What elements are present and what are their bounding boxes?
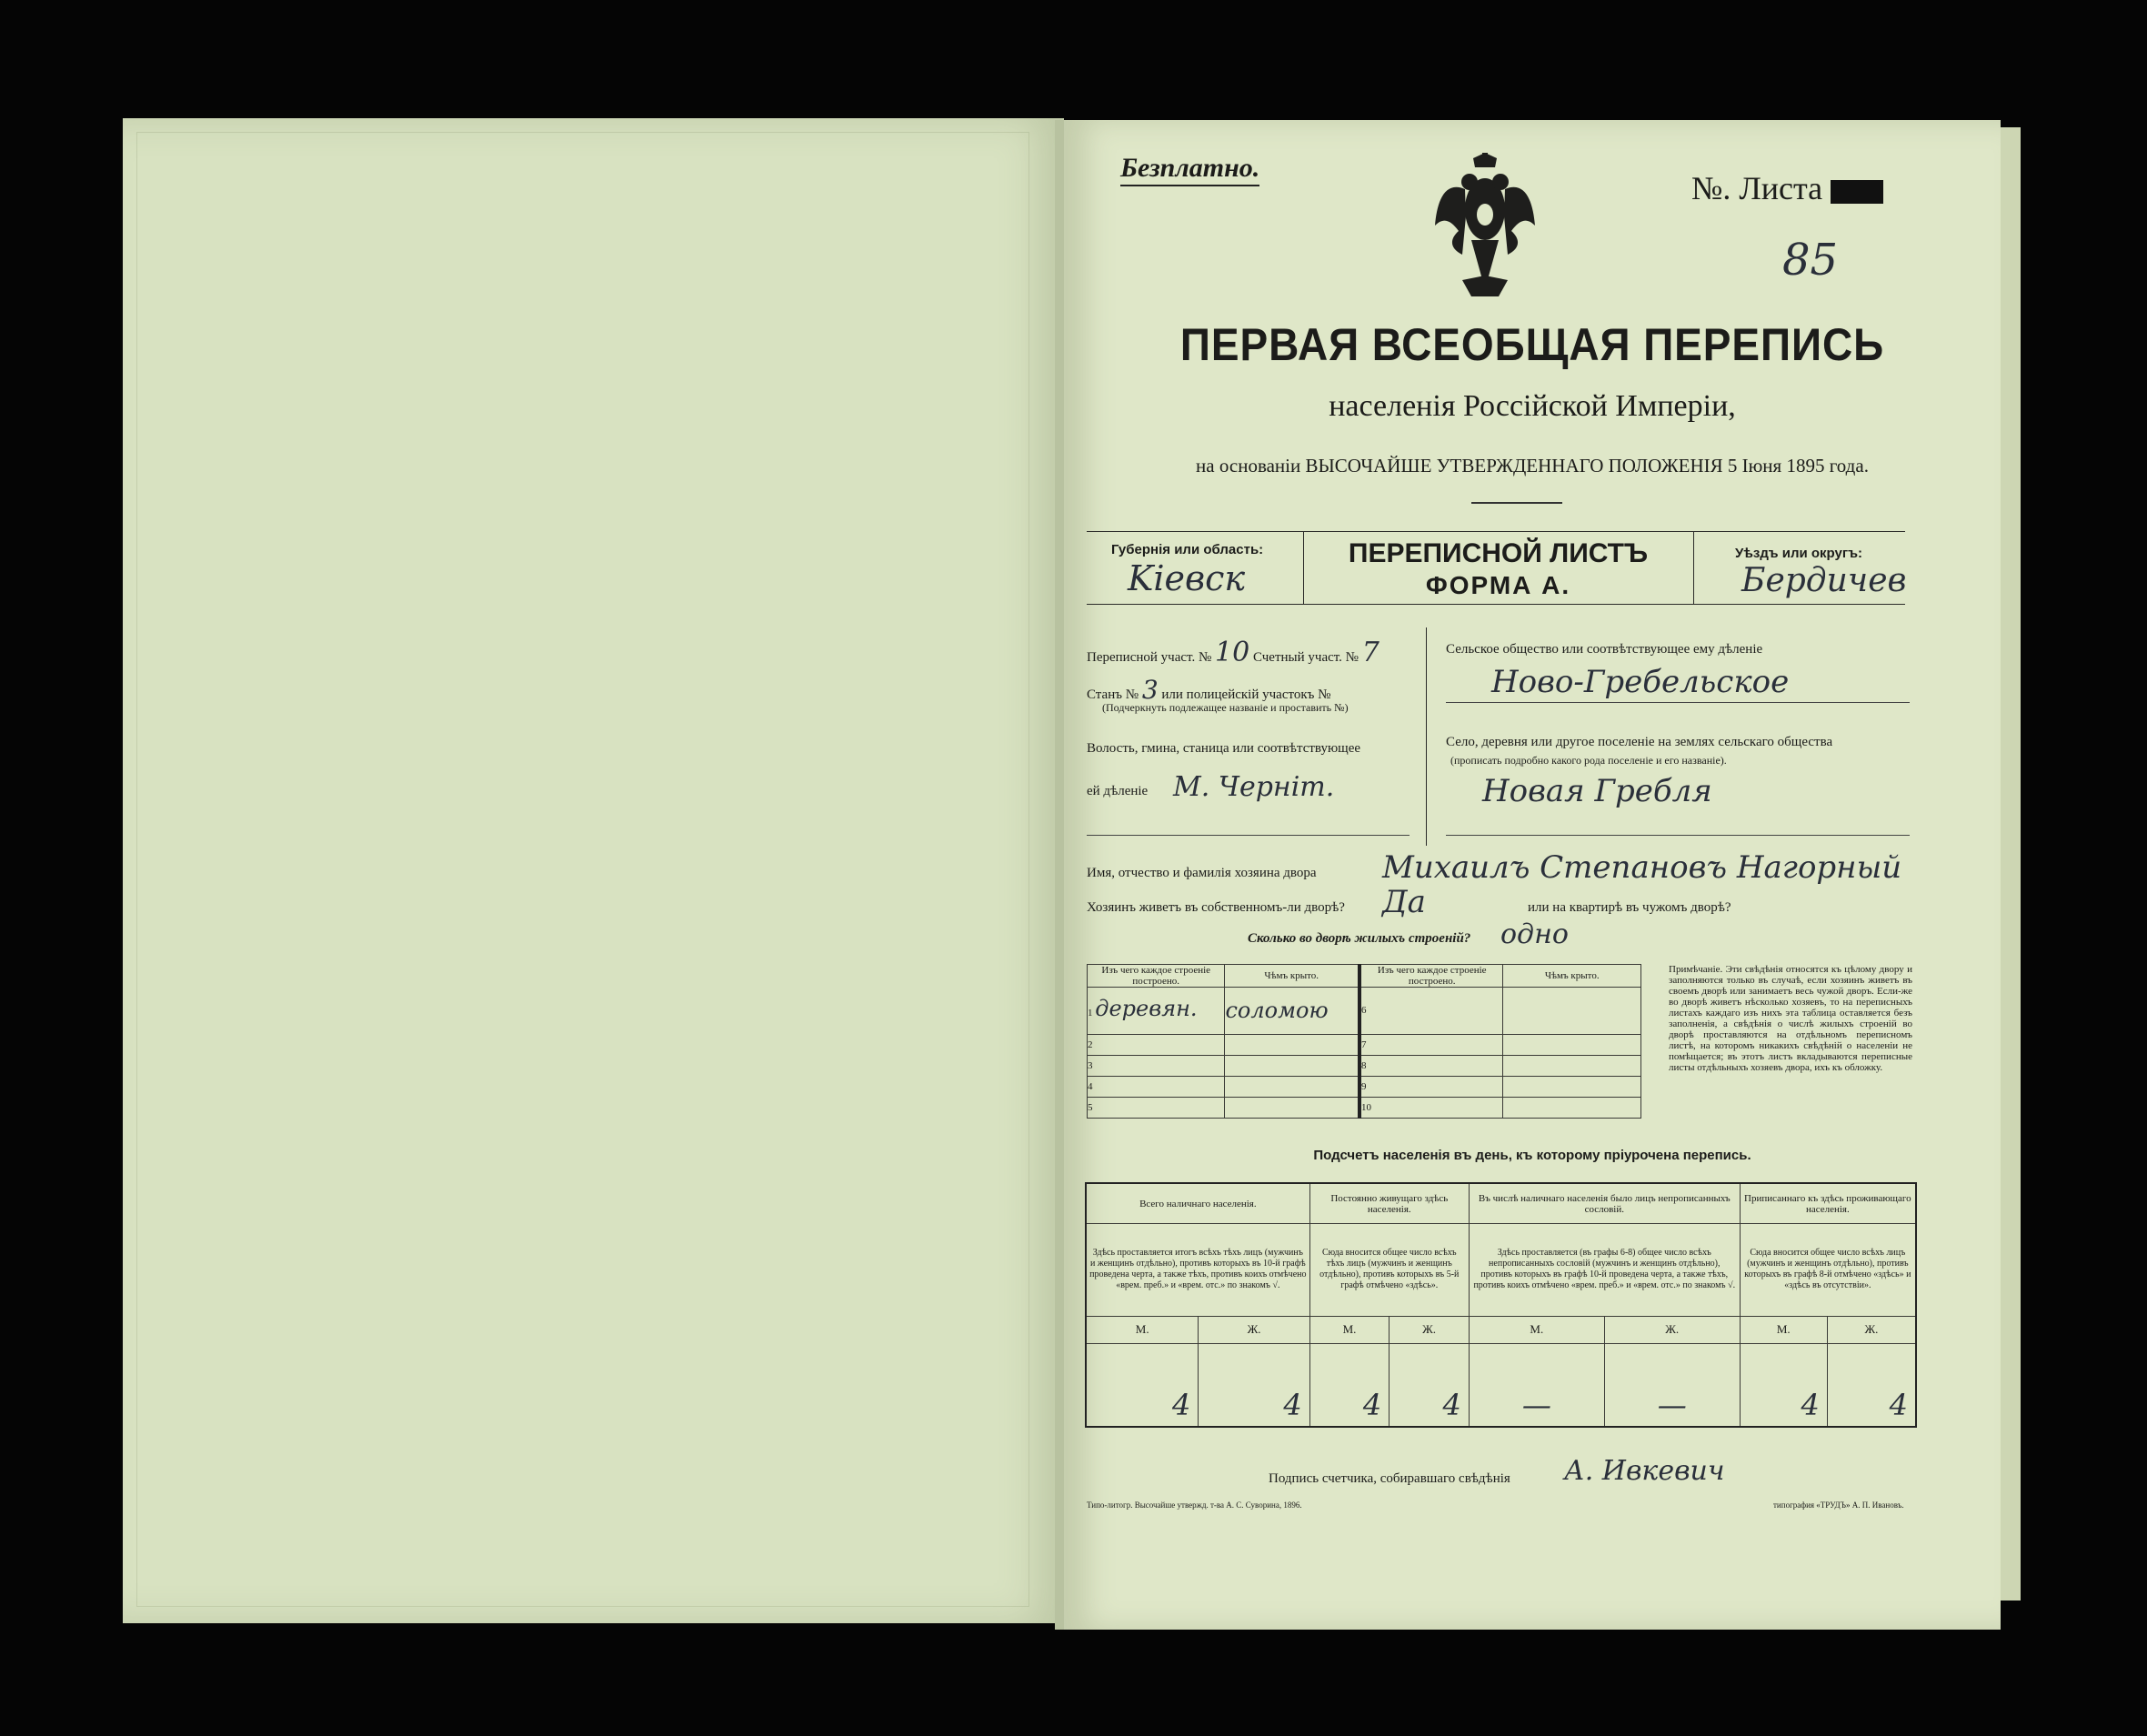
gubernia-value: Kieвск <box>1128 558 1246 598</box>
volost-label-2: ей дѣленіе <box>1087 784 1149 798</box>
rented-label: или на квартирѣ въ чужомъ дворѣ? <box>1528 900 1731 915</box>
male-header: М. <box>1469 1316 1604 1343</box>
underline-note: (Подчеркнуть подлежащее названіе и проставить №) <box>1102 701 1349 714</box>
uezd-value: Бердичев <box>1741 562 1907 599</box>
group-title: Въ числѣ наличнаго населенія было лицъ непрописанныхъ сословій. <box>1469 1183 1740 1224</box>
row-number: 4 <box>1088 1076 1225 1097</box>
buildings-col-material-2: Изъ чего каждое строеніе построено. <box>1359 965 1503 988</box>
male-count: 4 <box>1740 1344 1827 1427</box>
redaction-bar <box>1831 180 1883 204</box>
row-number: 9 <box>1359 1076 1503 1097</box>
volost-label: Волость, гмина, станица или соотвѣтствующее <box>1087 741 1361 756</box>
counting-district-value: 7 <box>1361 637 1379 668</box>
row-number: 2 <box>1088 1034 1225 1055</box>
gubernia-label: Губернія или область: <box>1111 542 1264 557</box>
male-count: 4 <box>1309 1344 1390 1427</box>
society-value: Ново-Гребельское <box>1491 664 1790 700</box>
row-number: 3 <box>1088 1055 1225 1076</box>
female-count: 4 <box>1199 1344 1309 1427</box>
row-number: 6 <box>1359 988 1503 1035</box>
own-yard-value: Да <box>1382 884 1426 920</box>
male-header: М. <box>1740 1316 1827 1343</box>
stan-label: Станъ № <box>1087 687 1139 702</box>
buildings-col-roof: Чѣмъ крыто. <box>1225 965 1359 988</box>
signature-value: А. Ивкевич <box>1564 1455 1725 1487</box>
group-description: Сюда вносится общее число всѣхъ тѣхъ лицъ (мужчинъ и женщинъ отдѣльно), противъ которыхъ въ 5-й графѣ отмѣчено «здѣсь». <box>1309 1224 1469 1317</box>
row-number: 8 <box>1359 1055 1503 1076</box>
sheet-number-value: 85 <box>1782 235 1839 286</box>
society-label: Сельское общество или соотвѣтствующее ему дѣленіе <box>1446 642 1763 657</box>
imperial-eagle-icon <box>1435 153 1535 303</box>
buildings-label: Сколько во дворѣ жилыхъ строеній? <box>1248 931 1471 946</box>
page-stack-edge <box>2001 127 2021 1601</box>
owner-name-value: Михаилъ Степановъ Нагорный <box>1382 849 1902 886</box>
female-header: Ж. <box>1390 1316 1470 1343</box>
right-imprint: типография «ТРУДЪ» А. П. Ивановъ. <box>1773 1500 1904 1510</box>
form-name-line2: ФОРМА А. <box>1425 571 1571 599</box>
buildings-value: одно <box>1500 918 1569 950</box>
own-yard-label: Хозяинъ живетъ въ собственномъ-ли дворѣ? <box>1087 900 1345 915</box>
free-label: Безплатно. <box>1120 153 1259 186</box>
census-title: ПЕРВАЯ ВСЕОБЩАЯ ПЕРЕПИСЬ <box>1179 319 1885 370</box>
population-table <box>1085 1182 1917 1428</box>
owner-name-label: Имя, отчество и фамилія хозяина двора <box>1087 866 1317 880</box>
row-number: 7 <box>1359 1034 1503 1055</box>
field-block-divider <box>1426 627 1427 846</box>
female-count: 4 <box>1390 1344 1470 1427</box>
village-label: Село, деревня или другое поселеніе на землях сельскаго общества <box>1446 735 1833 749</box>
left-page-frame <box>136 132 1029 1607</box>
row-number: 1 <box>1088 1007 1093 1019</box>
buildings-table <box>1087 964 1641 1119</box>
form-header-top-rule <box>1087 531 1905 532</box>
female-header: Ж. <box>1827 1316 1916 1343</box>
village-value: Новая Гребля <box>1482 773 1712 809</box>
group-title: Приписаннаго къ здѣсь проживающаго населенія. <box>1740 1183 1916 1224</box>
form-name-line1: ПЕРЕПИСНОЙ ЛИСТЪ <box>1348 538 1649 568</box>
row-number: 5 <box>1088 1097 1225 1118</box>
female-header: Ж. <box>1604 1316 1740 1343</box>
male-header: М. <box>1086 1316 1199 1343</box>
note-text: Примѣчаніе. Эти свѣдѣнія относятся къ цѣлому двору и заполняются только въ случаѣ, если хозяинъ живетъ въ своемъ дворѣ или занимаетъ весь чужой дворъ. Если-же во дворѣ живетъ нѣсколько хозяевъ, то на переписныхъ листахъ каждаго изъ нихъ эта таблица оставляется безъ заполненія, а свѣдѣнія о числѣ жилыхъ строеній во дворѣ проставляются на отдѣльномъ переписномъ листѣ, на которомъ никакихъ свѣдѣній о населеніи не помѣщается; въ этотъ листъ вкладываются переписные листы отдѣльныхъ хозяевъ двора, ихъ къ обложку. <box>1669 964 1912 1073</box>
police-district-label: или полицейскій участокъ № <box>1161 687 1331 702</box>
female-header: Ж. <box>1199 1316 1309 1343</box>
sheet-number-label: №. Листа <box>1691 170 1823 206</box>
buildings-col-material: Изъ чего каждое строеніе построено. <box>1088 965 1225 988</box>
group-description: Здѣсь проставляется итогъ всѣхъ тѣхъ лицъ (мужчинъ и женщинъ отдѣльно), противъ которыхъ въ 10-й графѣ проведена черта, а также тѣхъ, противъ коихъ отмѣчено «врем. преб.» и «врем. отс.» по знакомъ √. <box>1086 1224 1309 1317</box>
female-count: 4 <box>1827 1344 1916 1427</box>
group-description: Здѣсь проставляется (въ графы 6-8) общее число всѣхъ непрописанныхъ сословій (мужчинъ и женщинъ отдѣльно), противъ которыхъ въ графѣ 10-й проведена черта, а также тѣхъ, противъ коихъ отмѣчено «врем. преб.» и «врем. отс.» по знакомъ √. <box>1469 1224 1740 1317</box>
ornament-divider <box>1471 502 1562 504</box>
counting-district-label: Счетный участ. № <box>1252 650 1359 665</box>
uezd-label: Уѣздъ или округъ: <box>1735 546 1863 561</box>
volost-field-line <box>1087 835 1410 836</box>
male-header: М. <box>1309 1316 1390 1343</box>
row1-material: деревян. <box>1095 995 1198 1021</box>
stan-value: 3 <box>1141 675 1159 705</box>
society-field-line <box>1446 702 1910 703</box>
row1-roof: соломою <box>1225 998 1329 1024</box>
village-field-line <box>1446 835 1910 836</box>
left-imprint: Типо-литогр. Высочайше утвержд. т-ва А. С. Суворина, 1896. <box>1087 1500 1302 1510</box>
group-title: Всего наличнаго населенія. <box>1086 1183 1309 1224</box>
male-count: — <box>1469 1344 1604 1427</box>
census-subtitle: населенія Россійской Имперіи, <box>1329 389 1736 423</box>
group-title: Постоянно живущаго здѣсь населенія. <box>1309 1183 1469 1224</box>
census-basis: на основаніи ВЫСОЧАЙШЕ УТВЕРЖДЕННАГО ПОЛОЖЕНІЯ 5 Іюня 1895 года. <box>1196 455 1869 477</box>
volost-value: М. Черніт. <box>1173 771 1335 803</box>
population-heading: Подсчетъ населенія въ день, къ которому пріурочена перепись. <box>1313 1148 1751 1163</box>
signature-label: Подпись счетчика, собиравшаго свѣдѣнія <box>1269 1471 1510 1486</box>
female-count: — <box>1604 1344 1740 1427</box>
form-header-bottom-rule <box>1087 604 1905 605</box>
row-number: 10 <box>1359 1097 1503 1118</box>
group-description: Сюда вносится общее число всѣхъ лицъ (мужчинъ и женщинъ отдѣльно), противъ которыхъ въ графѣ 8-й отмѣчено «здѣсь» и «здѣсь въ отсутствіи». <box>1740 1224 1916 1317</box>
census-district-value: 10 <box>1215 637 1250 668</box>
male-count: 4 <box>1086 1344 1199 1427</box>
village-note: (прописать подробно какого рода поселеніе и его названіе). <box>1450 754 1727 767</box>
form-header-divider-right <box>1693 531 1694 604</box>
census-district-label: Переписной участ. № <box>1087 650 1212 665</box>
buildings-col-roof-2: Чѣмъ крыто. <box>1503 965 1641 988</box>
